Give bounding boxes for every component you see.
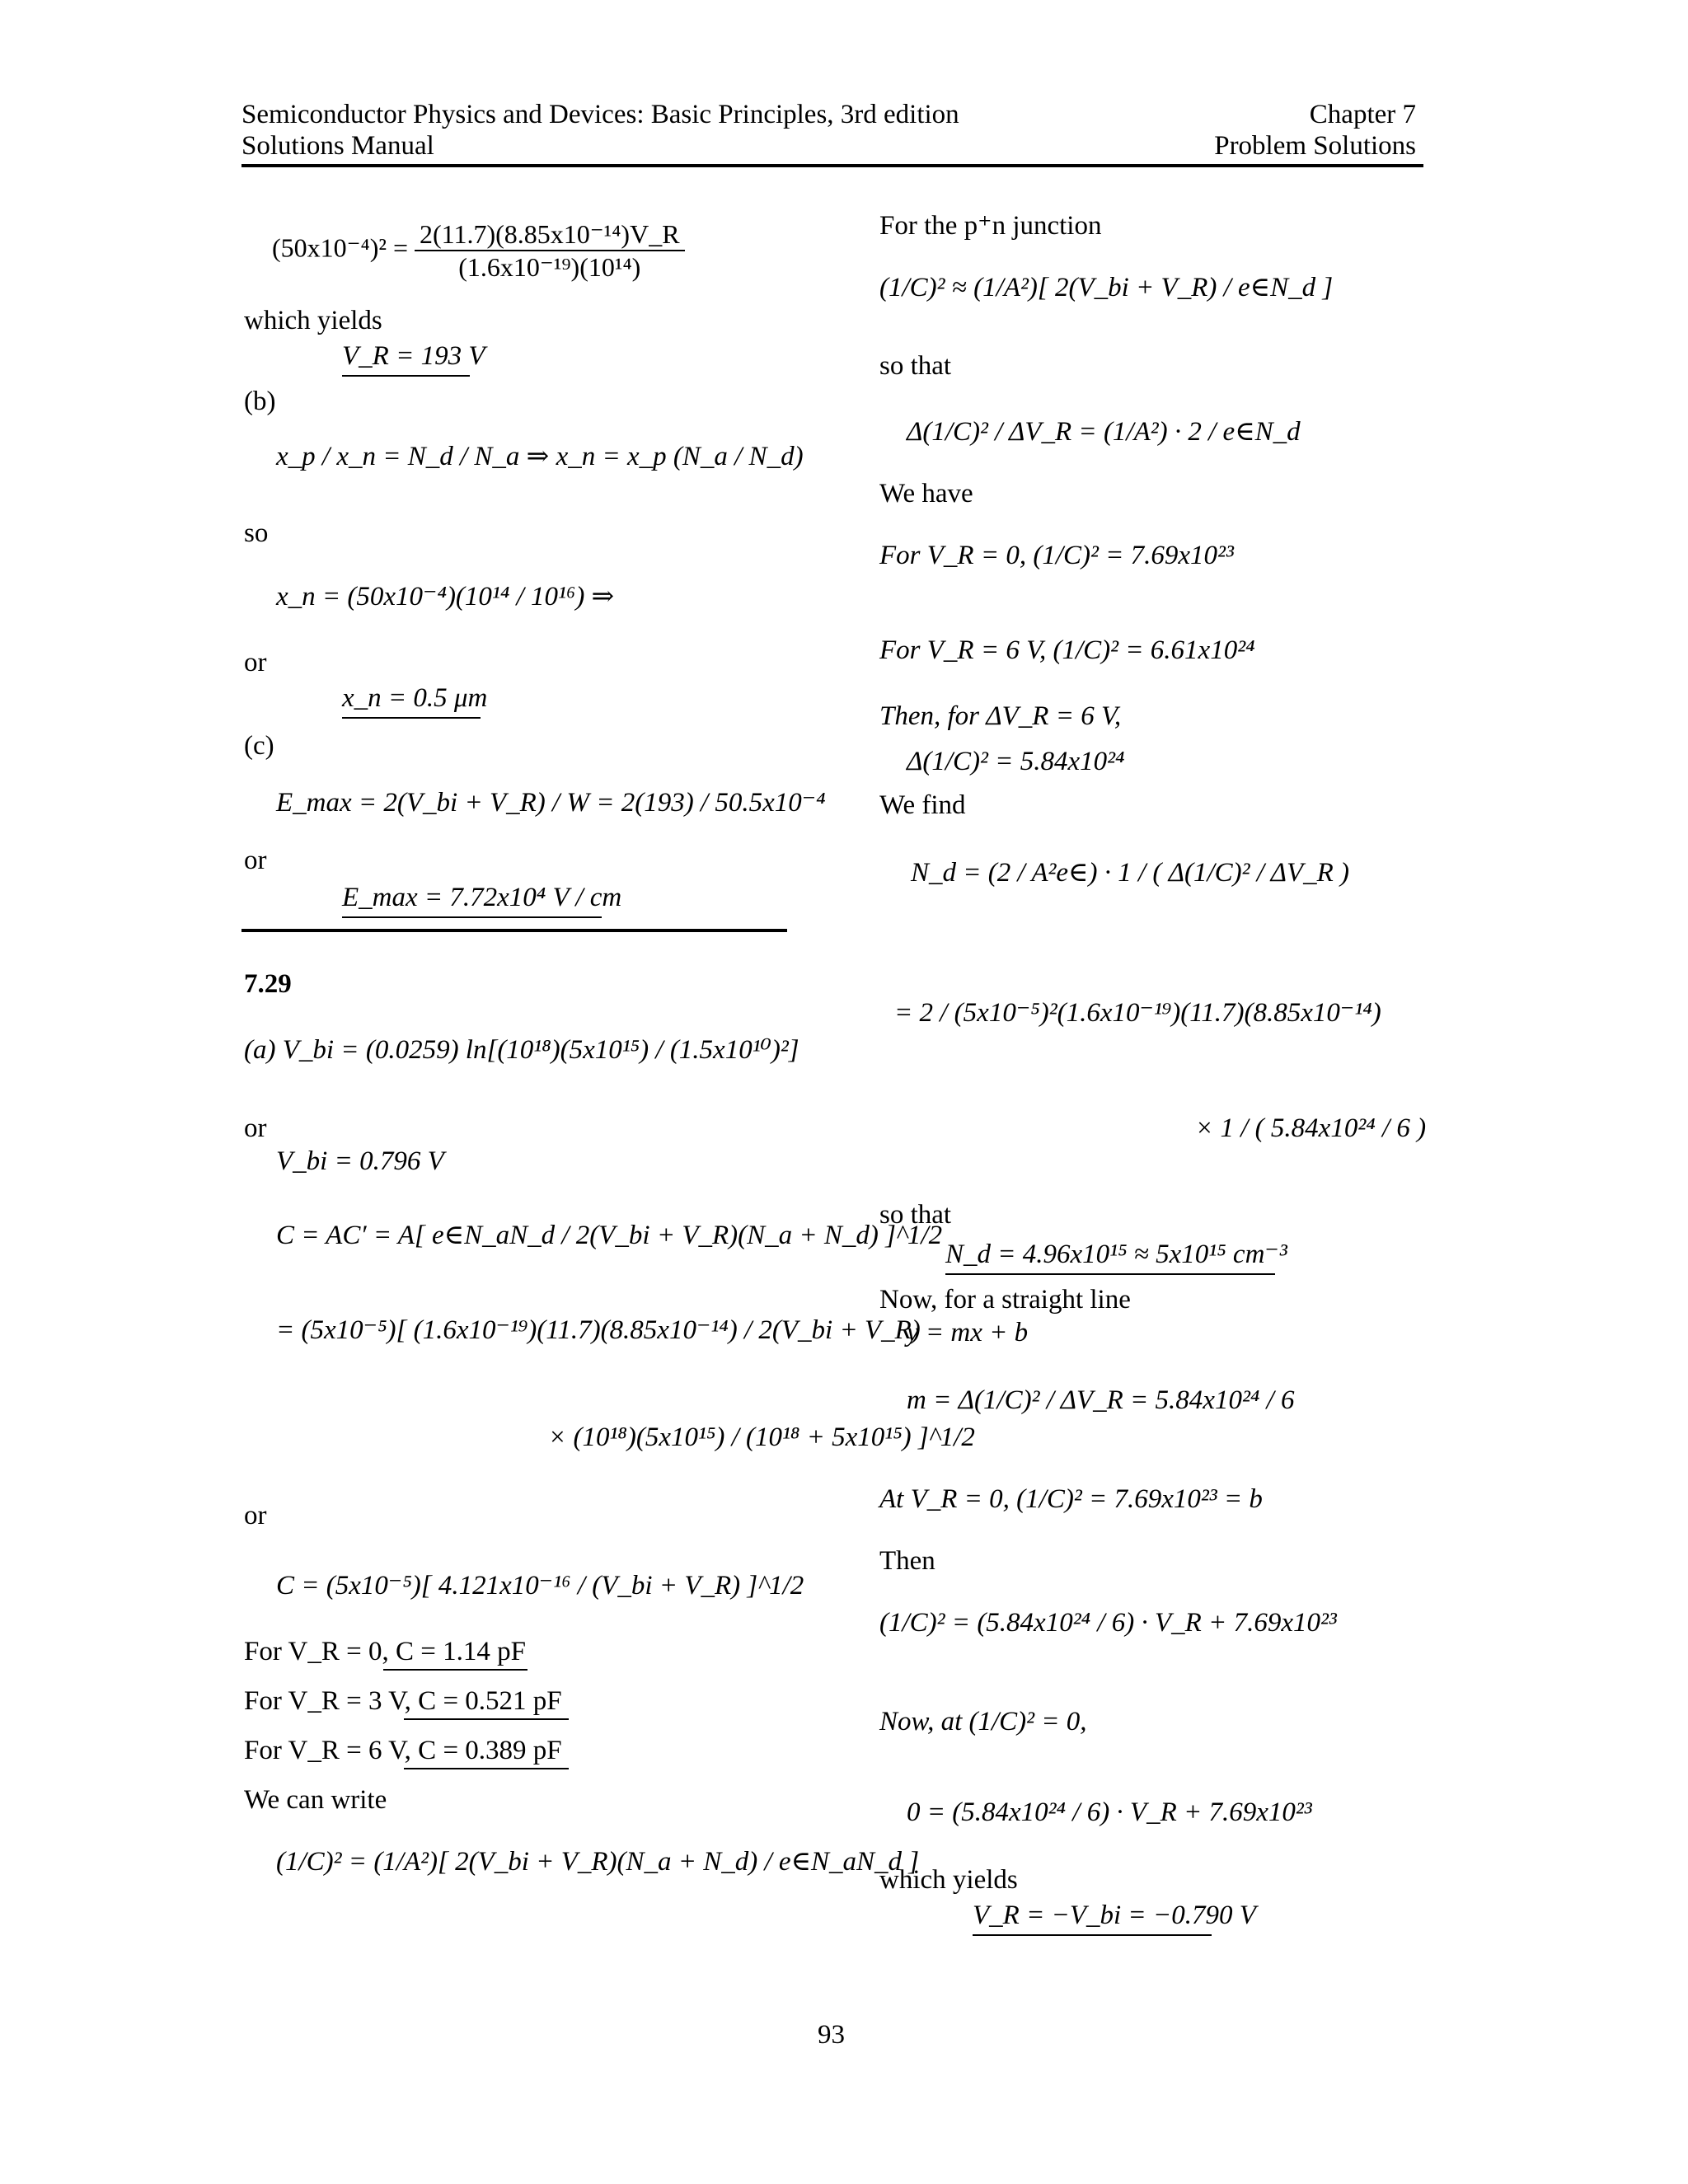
text-so-that-1: so that	[879, 351, 952, 381]
line-full-equation: (1/C)² = (5.84x10²⁴ / 6) · V_R + 7.69x10²³	[879, 1608, 1337, 1638]
vr0-equation: For V_R = 0, (1/C)² = 7.69x10²³	[879, 541, 1234, 570]
text-we-find: We find	[879, 790, 966, 820]
text-or-3: or	[244, 1113, 267, 1143]
header-section: Problem Solutions	[1214, 131, 1416, 161]
inverse-c-squared: (1/C)² = (1/A²)[ 2(V_bi + V_R)(N_a + N_d) / e∈N_aN_d ]	[276, 1847, 920, 1877]
text-then: Then	[879, 1546, 935, 1576]
capacitance-equation-4: C = (5x10⁻⁵)[ 4.121x10⁻¹⁶ / (V_bi + V_R) ]^1/2	[276, 1571, 804, 1601]
delta-equation: Δ(1/C)² = 5.84x10²⁴	[907, 747, 1125, 776]
vbi-equation: (a) V_bi = (0.0259) ln[(10¹⁸)(5x10¹⁵) / (1.5x10¹⁰)²]	[244, 1035, 799, 1065]
capacitance-equation-3: × (10¹⁸)(5x10¹⁵) / (10¹⁸ + 5x10¹⁵) ]^1/2	[548, 1422, 975, 1452]
capacitance-vr0: For V_R = 0, C = 1.14 pF	[244, 1637, 526, 1666]
header-subtitle: Solutions Manual	[241, 131, 434, 161]
delta-vr-text: Then, for ΔV_R = 6 V,	[879, 701, 1122, 731]
nd-equation-1: N_d = (2 / A²e∈) · 1 / ( Δ(1/C)² / ΔV_R )	[911, 858, 1350, 888]
vbi-result: V_bi = 0.796 V	[276, 1146, 444, 1176]
text-so-that-2: so that	[879, 1200, 952, 1230]
slope-m-equation: m = Δ(1/C)² / ΔV_R = 5.84x10²⁴ / 6	[907, 1385, 1295, 1415]
capacitance-vr3: For V_R = 3 V, C = 0.521 pF	[244, 1686, 562, 1716]
header-title: Semiconductor Physics and Devices: Basic Principles, 3rd edition	[241, 100, 959, 129]
problem-divider	[241, 929, 787, 932]
part-c-label: (c)	[244, 731, 274, 761]
underline-vr3	[404, 1718, 569, 1720]
ratio-equation: x_p / x_n = N_d / N_a ⇒ x_n = x_p (N_a / N_d)	[276, 442, 804, 471]
underline-vr0	[383, 1669, 528, 1671]
now-at-text: Now, at (1/C)² = 0,	[879, 1707, 1087, 1736]
text-we-can-write: We can write	[244, 1785, 387, 1815]
text-which-yields: which yields	[244, 306, 382, 335]
text-we-have: We have	[879, 479, 973, 509]
underline-vr6	[404, 1768, 569, 1769]
zero-equation: 0 = (5.84x10²⁴ / 6) · V_R + 7.69x10²³	[907, 1797, 1312, 1827]
capacitance-vr6: For V_R = 6 V, C = 0.389 pF	[244, 1736, 562, 1765]
eq1: (50x10⁻⁴)² = $\frac{\text{2(11.7)(8.85x10⁻¹⁴)V\_R}}{\text{(1.6x10⁻¹⁹)(10¹⁴)}}$	[272, 218, 685, 283]
emax-result: E_max = 7.72x10⁴ V / cm	[342, 882, 602, 918]
capacitance-equation-2: = (5x10⁻⁵)[ (1.6x10⁻¹⁹)(11.7)(8.85x10⁻¹⁴) / 2(V_bi + V_R)	[276, 1315, 921, 1345]
page-number: 93	[818, 2020, 845, 2050]
pn-junction-heading: For the p⁺n junction	[879, 211, 1102, 241]
slope-equation: Δ(1/C)² / ΔV_R = (1/A²) · 2 / e∈N_d	[907, 417, 1301, 447]
xn-result: x_n = 0.5 μm	[342, 682, 481, 719]
text-or-1: or	[244, 648, 267, 677]
text-or-2: or	[244, 846, 267, 875]
pn-equation: (1/C)² ≈ (1/A²)[ 2(V_bi + V_R) / e∈N_d ]	[879, 273, 1334, 302]
header-chapter: Chapter 7	[1309, 100, 1416, 129]
problem-number: 7.29	[244, 969, 292, 999]
nd-equation-3: × 1 / ( 5.84x10²⁴ / 6 )	[1195, 1113, 1427, 1143]
xn-equation: x_n = (50x10⁻⁴)(10¹⁴ / 10¹⁶) ⇒	[276, 582, 615, 612]
line-equation: y = mx + b	[907, 1318, 1029, 1347]
vr6-equation: For V_R = 6 V, (1/C)² = 6.61x10²⁴	[879, 635, 1255, 665]
emax-equation: E_max = 2(V_bi + V_R) / W = 2(193) / 50.5x10⁻⁴	[276, 788, 826, 818]
text-so: so	[244, 518, 269, 548]
header-rule	[241, 164, 1423, 167]
part-b-label: (b)	[244, 387, 276, 416]
vr-final-result: V_R = −V_bi = −0.790 V	[973, 1900, 1212, 1936]
vr-result: V_R = 193 V	[342, 340, 470, 377]
intercept-b-equation: At V_R = 0, (1/C)² = 7.69x10²³ = b	[879, 1484, 1263, 1514]
nd-result: N_d = 4.96x10¹⁵ ≈ 5x10¹⁵ cm⁻³	[945, 1239, 1275, 1275]
text-which-yields-right: which yields	[879, 1865, 1018, 1895]
capacitance-equation-1: C = AC′ = A[ e∈N_aN_d / 2(V_bi + V_R)(N_a + N_d) ]^1/2	[276, 1221, 943, 1250]
text-or-4: or	[244, 1501, 267, 1530]
text-straight-line: Now, for a straight line	[879, 1285, 1131, 1315]
nd-equation-2: = 2 / (5x10⁻⁵)²(1.6x10⁻¹⁹)(11.7)(8.85x10⁻¹⁴)	[894, 998, 1381, 1028]
